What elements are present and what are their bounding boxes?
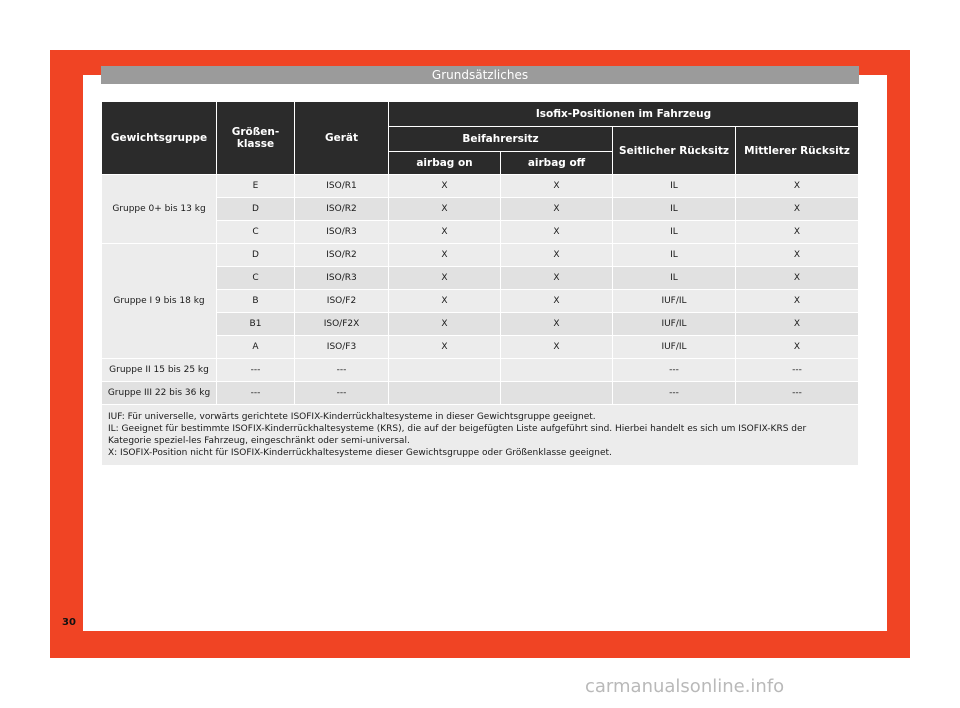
table-cell: ---	[217, 382, 294, 404]
table-row	[102, 359, 858, 381]
table-cell: X	[501, 336, 612, 358]
table-cell: X	[736, 175, 858, 197]
header-middle-rear-seat: Mittlerer Rücksitz	[736, 127, 858, 174]
table-cell: ---	[295, 359, 388, 381]
table-cell: X	[389, 244, 500, 266]
table-cell: ---	[613, 359, 735, 381]
table-cell: X	[501, 221, 612, 243]
table-cell: ---	[736, 382, 858, 404]
table-cell: X	[501, 313, 612, 335]
table-cell: X	[736, 313, 858, 335]
table-cell: C	[217, 267, 294, 289]
table-cell: ISO/R3	[295, 267, 388, 289]
table-cell: X	[501, 244, 612, 266]
table-cell: ISO/R2	[295, 244, 388, 266]
table-cell: X	[736, 244, 858, 266]
table-cell: IUF/IL	[613, 313, 735, 335]
weight-group-cell: Gruppe III 22 bis 36 kg	[102, 382, 216, 404]
table-cell: ---	[736, 359, 858, 381]
table-cell: X	[736, 198, 858, 220]
isofix-positions-table	[101, 101, 859, 466]
table-cell	[389, 382, 500, 404]
table-row	[102, 244, 858, 266]
table-cell: X	[501, 267, 612, 289]
table-body	[102, 175, 858, 465]
table-cell: X	[501, 290, 612, 312]
weight-group-cell: Gruppe I 9 bis 18 kg	[102, 244, 216, 358]
footnote-text: IUF: Für universelle, vorwärts gerichtete ISOFIX-Kinderrückhaltesysteme in dieser Gewichtsgruppe geeignet.	[108, 412, 596, 422]
table-cell	[389, 359, 500, 381]
header-isofix-positions: Isofix-Positionen im Fahrzeug	[389, 102, 858, 126]
table-cell: E	[217, 175, 294, 197]
header-weight-group: Gewichtsgruppe	[102, 102, 216, 174]
table-cell: IL	[613, 198, 735, 220]
footnote-text: IL: Geeignet für bestimmte ISOFIX-Kinderrückhaltesysteme (KRS), die auf der beigefügten Liste aufgeführt sind. Hierbei handelt es sich um ISOFIX-KRS der Kategorie speziel-les Fahrzeug, eingeschränkt oder semi-universal.	[108, 424, 807, 446]
table-cell: IL	[613, 267, 735, 289]
table-cell: ISO/F2	[295, 290, 388, 312]
table-cell: X	[389, 290, 500, 312]
table-cell: B	[217, 290, 294, 312]
table-cell: ISO/R3	[295, 221, 388, 243]
table-cell: ---	[295, 382, 388, 404]
weight-group-cell: Gruppe II 15 bis 25 kg	[102, 359, 216, 381]
header-side-rear-seat: Seitlicher Rücksitz	[613, 127, 735, 174]
table-cell: X	[736, 221, 858, 243]
table-cell: ---	[613, 382, 735, 404]
table-cell	[501, 359, 612, 381]
table-cell	[501, 382, 612, 404]
header-passenger-seat: Beifahrersitz	[389, 127, 612, 151]
table-cell: C	[217, 221, 294, 243]
table-cell: X	[389, 336, 500, 358]
header-airbag-on: airbag on	[389, 152, 500, 174]
table-cell: X	[389, 221, 500, 243]
table-cell: X	[389, 175, 500, 197]
footnote-cell	[102, 405, 858, 465]
table-cell: IUF/IL	[613, 290, 735, 312]
header-airbag-off: airbag off	[501, 152, 612, 174]
header-size-class: Größen- klasse	[217, 102, 294, 174]
footnote-row	[102, 405, 858, 465]
table-cell: X	[736, 267, 858, 289]
watermark-logo: carmanualsonline.info	[585, 676, 785, 697]
table-cell: ISO/F2X	[295, 313, 388, 335]
table-cell: D	[217, 244, 294, 266]
table-cell: IL	[613, 244, 735, 266]
header-device: Gerät	[295, 102, 388, 174]
table-cell: X	[389, 267, 500, 289]
table-cell: A	[217, 336, 294, 358]
table-cell: D	[217, 198, 294, 220]
table-cell: ISO/R2	[295, 198, 388, 220]
footnote-text: X: ISOFIX-Position nicht für ISOFIX-Kinderrückhaltesysteme dieser Gewichtsgruppe oder Größenklasse geeignet.	[108, 448, 612, 458]
table-cell: ISO/F3	[295, 336, 388, 358]
table-cell: X	[501, 198, 612, 220]
table-cell: ISO/R1	[295, 175, 388, 197]
table-cell: IL	[613, 175, 735, 197]
table-cell: X	[389, 198, 500, 220]
table-row	[102, 382, 858, 404]
section-title-bar: Grundsätzliches	[101, 66, 859, 84]
page-number: 30	[62, 617, 76, 628]
table-cell: X	[736, 290, 858, 312]
table-cell: ---	[217, 359, 294, 381]
weight-group-cell: Gruppe 0+ bis 13 kg	[102, 175, 216, 243]
table-cell: X	[389, 313, 500, 335]
table-cell: X	[736, 336, 858, 358]
table-row	[102, 175, 858, 197]
table-cell: IUF/IL	[613, 336, 735, 358]
table-cell: IL	[613, 221, 735, 243]
table-cell: B1	[217, 313, 294, 335]
table-cell: X	[501, 175, 612, 197]
